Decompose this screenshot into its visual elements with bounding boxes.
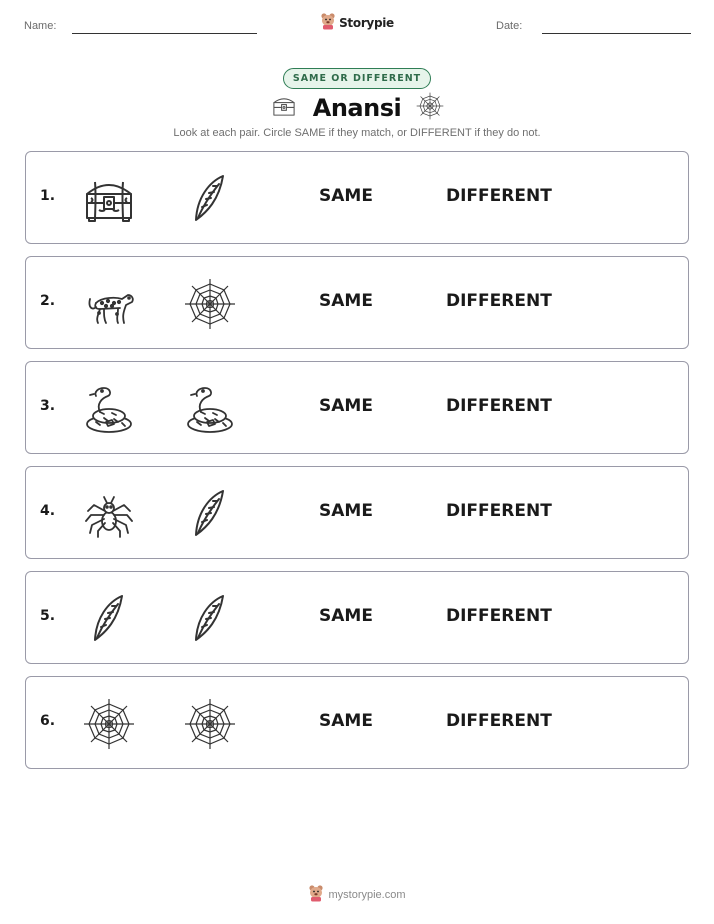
leopard-icon xyxy=(82,277,136,331)
snake-icon xyxy=(183,382,237,436)
different-option[interactable]: DIFFERENT xyxy=(446,291,552,311)
title-row xyxy=(0,90,714,126)
same-option[interactable]: SAME xyxy=(319,186,373,206)
feather-icon xyxy=(183,592,237,646)
footer xyxy=(0,884,714,906)
date-label: Date: xyxy=(496,20,523,32)
worksheet-type-badge: SAME OR DIFFERENT xyxy=(283,68,431,89)
question-row xyxy=(25,676,689,769)
snake-icon xyxy=(82,382,136,436)
same-option[interactable]: SAME xyxy=(319,291,373,311)
treasure-chest-icon xyxy=(269,93,299,123)
question-number: 5. xyxy=(40,608,56,624)
footer-site: mystorypie.com xyxy=(328,889,406,901)
question-number: 1. xyxy=(40,188,56,204)
question-number: 2. xyxy=(40,293,56,309)
question-row xyxy=(25,151,689,244)
spider-web-icon xyxy=(415,91,445,125)
spider-web-icon xyxy=(183,697,237,751)
different-option[interactable]: DIFFERENT xyxy=(446,396,552,416)
same-option[interactable]: SAME xyxy=(319,606,373,626)
date-line xyxy=(542,33,691,34)
feather-icon xyxy=(183,172,237,226)
question-row xyxy=(25,571,689,664)
treasure-chest-icon xyxy=(82,172,136,226)
same-option[interactable]: SAME xyxy=(319,396,373,416)
feather-icon xyxy=(183,487,237,541)
question-number: 3. xyxy=(40,398,56,414)
worksheet-header xyxy=(0,0,714,50)
badge-container xyxy=(0,66,714,89)
question-number: 6. xyxy=(40,713,56,729)
bear-logo-icon xyxy=(320,12,336,34)
question-number: 4. xyxy=(40,503,56,519)
instructions: Look at each pair. Circle SAME if they match, or DIFFERENT if they do not. xyxy=(173,127,541,139)
different-option[interactable]: DIFFERENT xyxy=(446,186,552,206)
question-row xyxy=(25,256,689,349)
question-row xyxy=(25,466,689,559)
bear-logo-icon xyxy=(308,884,324,906)
feather-icon xyxy=(82,592,136,646)
spider-web-icon xyxy=(183,277,237,331)
same-option[interactable]: SAME xyxy=(319,711,373,731)
worksheet-title: Anansi xyxy=(312,94,402,122)
different-option[interactable]: DIFFERENT xyxy=(446,606,552,626)
different-option[interactable]: DIFFERENT xyxy=(446,501,552,521)
name-label: Name: xyxy=(24,20,57,32)
spider-icon xyxy=(82,487,136,541)
question-row xyxy=(25,361,689,454)
brand-name: Storypie xyxy=(339,16,394,30)
different-option[interactable]: DIFFERENT xyxy=(446,711,552,731)
same-option[interactable]: SAME xyxy=(319,501,373,521)
brand xyxy=(0,12,714,34)
spider-web-icon xyxy=(82,697,136,751)
question-list xyxy=(25,151,689,781)
